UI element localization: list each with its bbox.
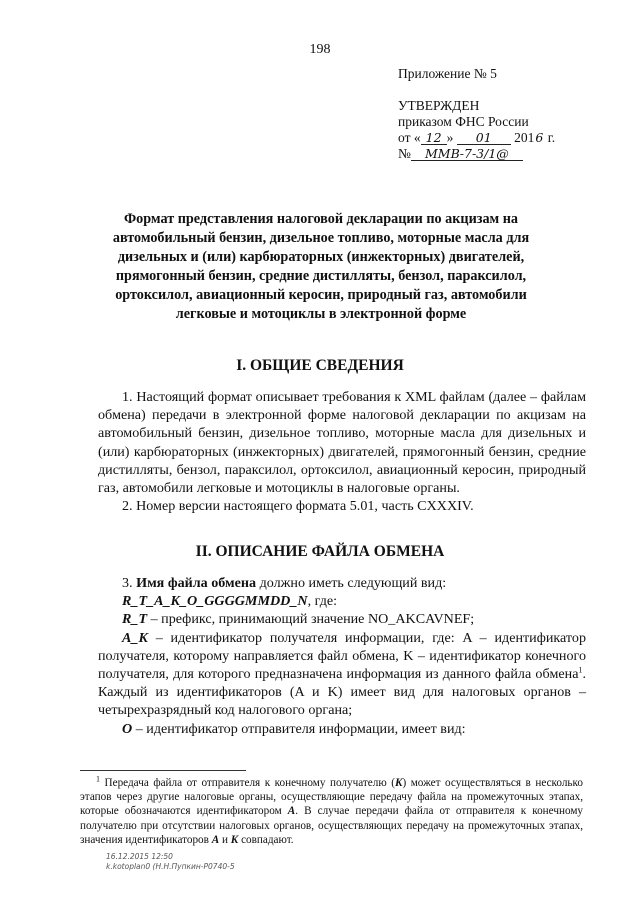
document-title: Формат представления налоговой декларации по акцизам на автомобильный бензин, дизельное топливо, моторные масла для дизельных и (или) карбюраторных (инжекторных) двигателей, прямогонный бензин, средние дистилляты, бензол, параксилол, ортоксилол, авиационный керосин, природный газ, автомобили легковые и мотоциклы в электронной форме bbox=[112, 211, 530, 322]
section1-heading: I. ОБЩИЕ СВЕДЕНИЯ bbox=[236, 357, 404, 374]
p3-rest: должно иметь следующий вид: bbox=[259, 575, 447, 591]
footnote-t2: ) может осуществляться в несколько этапов через другие налоговые органы, осуществляющие передачу файла на промежуточных этапах, которые обозначаются идентификатором bbox=[80, 777, 583, 818]
date-g: г. bbox=[547, 130, 556, 145]
footnote-t1: Передача файла от отправителя к конечному получателю ( bbox=[104, 777, 395, 789]
p3-bold-term: Имя файла обмена bbox=[136, 575, 257, 591]
print-stamp bbox=[106, 852, 235, 872]
footnote-k1: K bbox=[394, 777, 403, 789]
footnote-mark: 1 bbox=[96, 774, 100, 784]
filename-pattern-line bbox=[98, 592, 586, 610]
date-day: 12 bbox=[421, 131, 447, 145]
p3-number: 3. bbox=[122, 575, 133, 591]
paragraph-3 bbox=[98, 574, 586, 592]
ak-definition bbox=[98, 629, 586, 720]
section1-body bbox=[98, 388, 586, 515]
appendix-label: Приложение № 5 bbox=[398, 66, 497, 81]
ak-term: A_K bbox=[122, 629, 148, 646]
date-month: 01 bbox=[457, 131, 511, 145]
o-definition bbox=[98, 720, 586, 738]
footnote-t3: . В случае передачи файла от отправителя к конечному получателю при отсутствии налоговых органов, осуществляющих передачу на промежуточных этапах, значения идентификаторов bbox=[80, 805, 584, 846]
footnote-k2: K bbox=[230, 833, 239, 846]
footnote-divider bbox=[80, 770, 246, 771]
footnote-ref: 1 bbox=[578, 665, 583, 675]
date-year-suffix: 6 bbox=[535, 130, 544, 145]
o-term: O bbox=[122, 720, 133, 737]
footnote-a1: A bbox=[287, 805, 296, 818]
rt-term: R_T bbox=[122, 611, 148, 628]
stamp-line-2: k.kotoplan0 (Н.Н.Пупкин-P0740-5 bbox=[106, 862, 235, 871]
filename-pattern-tail: , где: bbox=[307, 593, 338, 610]
date-year-prefix: 201 bbox=[514, 130, 535, 145]
filename-pattern: R_T_A_K_O_GGGGMMDD_N bbox=[122, 593, 308, 610]
ak-text: – идентификатор получателя информации, где: A – идентификатор получателя, которому направляется файл обмена, K – идентификатор конечного получателя, для которого предназначена информация из данного файла обмена bbox=[98, 629, 586, 683]
approval-block bbox=[398, 66, 555, 162]
paragraph-1: 1. Настоящий формат описывает требования к XML файлам (далее – файлам обмена) передачи в электронной форме налоговой декларации по акцизам на автомобильный бензин, дизельное топливо, моторные масла для дизельных и (или) карбюраторных (инжекторных) двигателей, прямогонный бензин, средние дистилляты, бензол, параксилол, ортоксилол, авиационный керосин, природный газ, автомобили легковые и мотоциклы в налоговые органы. bbox=[98, 389, 586, 497]
ak-text-2: . Каждый из идентификаторов (A и K) имеет вид для налоговых органов – четырехразрядный код налогового органа; bbox=[98, 666, 586, 719]
section2-heading: II. ОПИСАНИЕ ФАЙЛА ОБМЕНА bbox=[195, 543, 445, 560]
footnote-text bbox=[80, 776, 583, 847]
footnote-t5: совпадают. bbox=[238, 833, 294, 846]
footnote-a2: A bbox=[211, 833, 220, 846]
number-prefix: № bbox=[398, 146, 411, 161]
rt-definition bbox=[98, 610, 586, 628]
order-of-label: приказом ФНС России bbox=[398, 114, 529, 129]
approval-number bbox=[398, 146, 555, 162]
order-number-handwritten: ММВ-7-3/1@ bbox=[411, 147, 523, 161]
date-mid: » bbox=[446, 130, 454, 145]
approved-label: УТВЕРЖДЕН bbox=[398, 98, 480, 113]
rt-text: – префикс, принимающий значение NO_AKCAVNEF; bbox=[150, 611, 475, 628]
date-prefix: от « bbox=[398, 130, 421, 145]
o-text: – идентификатор отправителя информации, имеет вид: bbox=[135, 720, 466, 737]
footnote bbox=[80, 776, 583, 847]
page-number: 198 bbox=[309, 42, 331, 57]
paragraph-2: 2. Номер версии настоящего формата 5.01, часть CXXXIV. bbox=[122, 498, 474, 515]
approval-date bbox=[398, 130, 555, 146]
stamp-line-1: 16.12.2015 12:50 bbox=[106, 852, 173, 861]
footnote-t4: и bbox=[219, 833, 231, 846]
section2-body bbox=[98, 574, 586, 738]
